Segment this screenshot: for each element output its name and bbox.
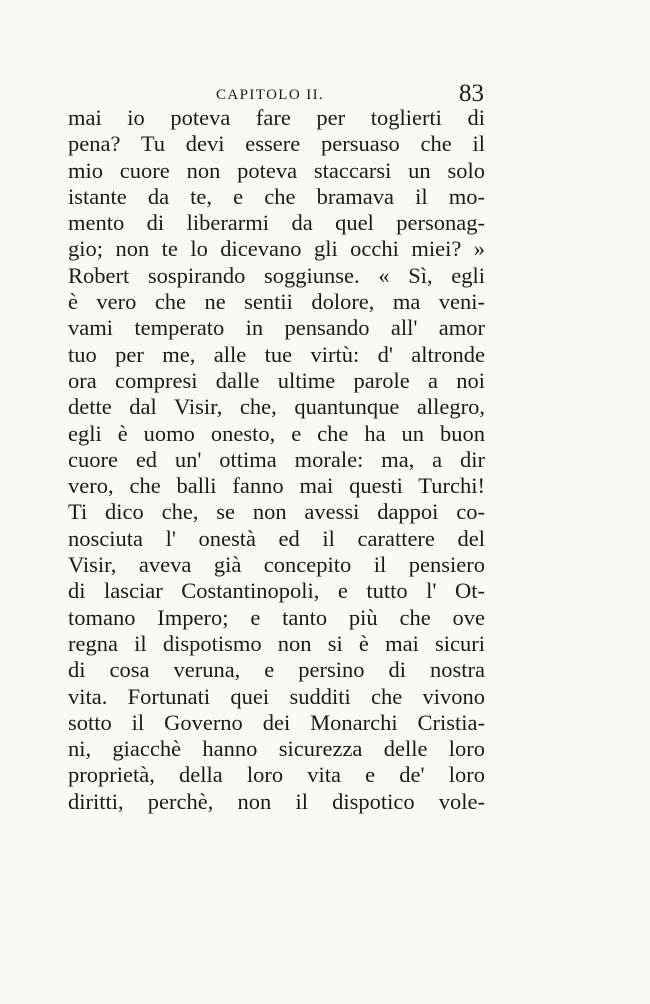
text-line: tomano Impero; e tanto più che ove [68,604,485,630]
text-line: ora compresi dalle ultime parole a noi [68,367,485,393]
text-line: di lasciar Costantinopoli, e tutto l' Ot- [68,578,485,604]
text-line: è vero che ne sentii dolore, ma veni- [68,289,485,315]
text-line: mai io poteva fare per toglierti di [68,105,485,130]
text-line: gio; non te lo dicevano gli occhi miei? » [68,236,485,262]
running-head: CAPITOLO II. [216,87,325,103]
text-line: nosciuta l' onestà ed il carattere del [68,525,485,551]
text-line: istante da te, e che bramava il mo- [68,183,485,209]
text-line: vami temperato in pensando all' amor [68,315,485,341]
text-line: pena? Tu devi essere persuaso che il [68,131,485,157]
text-line: ni, giacchè hanno sicurezza delle loro [68,736,485,762]
text-line: cuore ed un' ottima morale: ma, a dir [68,446,485,472]
text-line: mio cuore non poteva staccarsi un solo [68,157,485,183]
text-line: Visir, aveva già concepito il pensiero [68,552,485,578]
text-line: tuo per me, alle tue virtù: d' altronde [68,341,485,367]
text-line: diritti, perchè, non il dispotico vole- [68,788,485,814]
text-line: regna il dispotismo non si è mai sicuri [68,630,485,656]
page-number: 83 [459,80,484,107]
text-line: vero, che balli fanno mai questi Turchi! [68,473,485,499]
text-line: dette dal Visir, che, quantunque allegro, [68,394,485,420]
text-line: Robert sospirando soggiunse. « Sì, egli [68,262,485,288]
text-line: proprietà, della loro vita e de' loro [68,762,485,788]
body-text [68,105,485,815]
text-line: vita. Fortunati quei sudditi che vivono [68,683,485,709]
text-line: mento di liberarmi da quel personag- [68,210,485,236]
text-line: sotto il Governo dei Monarchi Cristia- [68,709,485,735]
text-line: Ti dico che, se non avessi dappoi co- [68,499,485,525]
page-header [208,80,484,108]
text-line: di cosa veruna, e persino di nostra [68,657,485,683]
text-line: egli è uomo onesto, e che ha un buon [68,420,485,446]
